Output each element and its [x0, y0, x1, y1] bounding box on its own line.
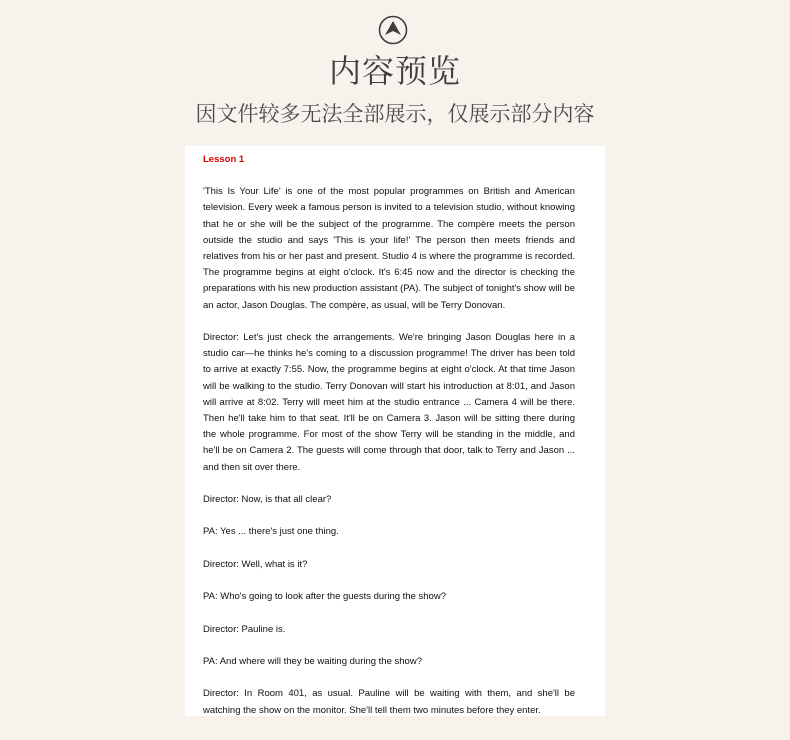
- paragraph: Director: Now, is that all clear?: [203, 494, 332, 506]
- page-title: 内容预览: [328, 52, 461, 90]
- paragraph: PA: Yes ... there's just one thing.: [203, 526, 339, 538]
- preview-header: [0, 0, 790, 140]
- paragraph: PA: And where will they be waiting during the show?: [203, 655, 422, 667]
- paragraph: Director: Well, what is it?: [203, 558, 308, 570]
- paragraph: PA: Who's going to look after the guests during the show?: [203, 591, 446, 603]
- paragraph: Director: Let's just check the arrangements. We're bringing Jason Douglas here in a studio car—he thinks he's coming to a discussion programme! The driver has been told to arrive at exactly 7:55. Now, the programme begins at eight o'clock. At that time Jason will be walking to the studio. Terry Donovan will start his introduction at 8:01, and Jason will arrive at 8:02. Terry will meet him at the studio entrance ... Camera 4 will be there. Then he'll take him to that seat. It'll be on Camera 3. Jason will be sitting there during the whole programme. For most of the show Terry will be standing in the middle, and he'll be on Camera 2. The guests will come through that door, talk to Terry and Jason ... and then sit over there.: [203, 332, 575, 473]
- lesson-title: Lesson 1: [203, 154, 245, 165]
- document-preview: [185, 146, 605, 716]
- paragraph: Director: In Room 401, as usual. Pauline will be waiting with them, and she'll be watching the show on the monitor. She'll tell them two minutes before they enter.: [203, 688, 575, 716]
- paragraph: 'This Is Your Life' is one of the most popular programmes on British and American television. Every week a famous person is invited to a television studio, without knowing that he or she will be the subject of the programme. The compère meets the person outside the studio and says 'This is your life!' The person then meets friends and relatives from his or her past and present. Studio 4 is where the programme is recorded. The programme begins at eight o'clock. It's 6:45 now and the director is checking the preparations with his new production assistant (PA). The subject of tonight's show will be an actor, Jason Douglas. The compère, as usual, will be Terry Donovan.: [203, 186, 575, 311]
- document-content: [203, 152, 575, 716]
- up-arrow-circle-icon[interactable]: [378, 15, 408, 45]
- page-subtitle: 因文件较多无法全部展示，仅展示部分内容: [195, 102, 595, 126]
- paragraph: Director: Pauline is.: [203, 623, 286, 635]
